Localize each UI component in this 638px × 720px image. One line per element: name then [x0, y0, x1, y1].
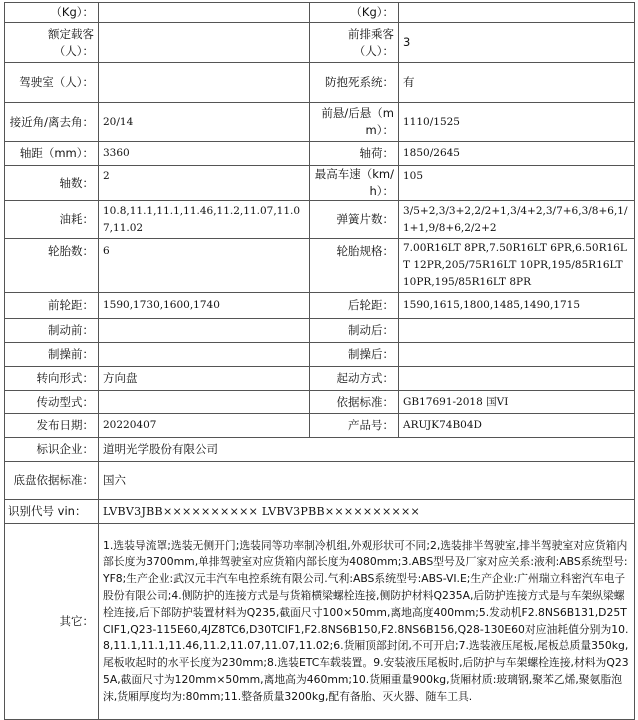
value-abs: 有	[399, 63, 635, 103]
label-fuel-consumption: 油耗：	[5, 201, 99, 239]
table-row	[5, 414, 635, 438]
label-release-date: 发布日期：	[5, 414, 99, 438]
value-cab	[99, 63, 310, 103]
label-tire-count: 轮胎数：	[5, 239, 99, 293]
label-product-number: 产品号：	[310, 414, 399, 438]
value-other: 1.选装导流罩;选装无侧开门;选装同等功率制冷机组,外观形状可不同;2,选装排半驾驶室,排半驾驶室对应货箱内部长度为3700mm,单排驾驶室对应货箱内部长度为4080mm;3.ABS型号及厂家对应关系:液利:ABS系统型号:YF8;生产企业:武汉元丰汽车电控系统有限公司.气利:ABS系统型号:ABS-VI.E;生产企业:广州瑞立科密汽车电子股份有限公司;4.侧防护的连接方式是与货箱横梁螺栓连接,侧防护材料Q235A,后防护连接方式是与车架纵梁螺栓连接,后下部防护装置材料为Q235,截面尺寸100×50mm,离地高度400mm;5.发动机F2.8NS6B131,D25TCIF1,Q23-115E60,4JZ8TC6,D30TCIF1,F2.8NS6B150,F2.8NS6B156,Q28-130E60对应油耗值分别为10.8,11.1,11.1,11.46,11.2,11.07,11.07,11.02;6.货厢顶部封闭,不可开启;7.选装液压尾板,尾板总质量350kg,尾板收起时的水平长度为230mm;8.选装ETC车载装置。9.安装液压尾板时,后防护与车架螺栓连接,材料为Q235A,截面尺寸为120mm×50mm,离地高为460mm;10.货厢重量900kg,货厢材质:玻璃钢,聚苯乙烯,聚氨脂泡沫,货厢厚度均为:80mm;11.整备质量3200kg,配有备胎、灭火器、随车工具.	[99, 524, 635, 720]
table-row	[5, 103, 635, 142]
label-other: 其它：	[5, 524, 99, 720]
label-rated-passengers: 额定载客（人）：	[5, 23, 99, 63]
value-front-track: 1590,1730,1600,1740	[99, 293, 310, 319]
value-mass-right	[399, 3, 635, 23]
value-brake-front	[99, 319, 310, 343]
value-transmission	[99, 391, 310, 414]
label-brake-front: 制动前：	[5, 319, 99, 343]
table-row	[5, 367, 635, 391]
label-axle-load: 轴荷：	[310, 142, 399, 166]
label-brake-op-rear: 制操后：	[310, 343, 399, 367]
label-vin: 识别代号 vin：	[5, 500, 99, 524]
label-spring-leaves: 弹簧片数：	[310, 201, 399, 239]
label-steering: 转向形式：	[5, 367, 99, 391]
label-rear-track: 后轮距：	[310, 293, 399, 319]
label-marking-company: 标识企业：	[5, 438, 99, 462]
table-row	[5, 500, 635, 524]
label-approach-departure-angle: 接近角/离去角：	[5, 103, 99, 142]
table-row	[5, 63, 635, 103]
value-product-number: ARUJK74B04D	[399, 414, 635, 438]
table-row	[5, 23, 635, 63]
table-row	[5, 319, 635, 343]
value-brake-rear	[399, 319, 635, 343]
table-row	[5, 524, 635, 720]
label-front-track: 前轮距：	[5, 293, 99, 319]
vehicle-spec-table	[4, 2, 635, 720]
label-cab: 驾驶室（人）：	[5, 63, 99, 103]
value-approach-departure-angle: 20/14	[99, 103, 310, 142]
table-row	[5, 438, 635, 462]
value-standard: GB17691-2018 国VI	[399, 391, 635, 414]
label-axle-count: 轴数：	[5, 166, 99, 201]
value-release-date: 20220407	[99, 414, 310, 438]
value-marking-company: 道明光学股份有限公司	[99, 438, 635, 462]
label-wheelbase: 轴距（mm）：	[5, 142, 99, 166]
table-row	[5, 239, 635, 293]
label-start-method: 起动方式：	[310, 367, 399, 391]
value-axle-count: 2	[99, 166, 310, 201]
label-mass-left: （Kg）：	[5, 3, 99, 23]
label-abs: 防抱死系统：	[310, 63, 399, 103]
value-tire-spec: 7.00R16LT 8PR,7.50R16LT 6PR,6.50R16LT 12PR,205/75R16LT 10PR,195/85R16LT 10PR,195/85R16LT 8PR	[399, 239, 635, 293]
value-axle-load: 1850/2645	[399, 142, 635, 166]
label-max-speed: 最高车速（km/h）：	[310, 166, 399, 201]
value-max-speed: 105	[399, 166, 635, 201]
label-overhang: 前悬/后悬（mm）：	[310, 103, 399, 142]
value-spring-leaves: 3/5+2,3/3+2,2/2+1,3/4+2,3/7+6,3/8+6,1/1+1,9/8+6,2/2+2	[399, 201, 635, 239]
label-tire-spec: 轮胎规格：	[310, 239, 399, 293]
label-front-passengers: 前排乘客（人）：	[310, 23, 399, 63]
value-brake-op-rear	[399, 343, 635, 367]
label-mass-right: （Kg）：	[310, 3, 399, 23]
value-steering: 方向盘	[99, 367, 310, 391]
label-chassis-standard: 底盘依据标准：	[5, 462, 99, 500]
value-mass-left	[99, 3, 310, 23]
value-brake-op-front	[99, 343, 310, 367]
table-row	[5, 166, 635, 201]
value-chassis-standard: 国六	[99, 462, 635, 500]
value-wheelbase: 3360	[99, 142, 310, 166]
label-transmission: 传动型式：	[5, 391, 99, 414]
label-brake-rear: 制动后：	[310, 319, 399, 343]
table-row	[5, 343, 635, 367]
table-row	[5, 142, 635, 166]
value-front-passengers: 3	[399, 23, 635, 63]
table-row	[5, 3, 635, 23]
table-row	[5, 391, 635, 414]
value-tire-count: 6	[99, 239, 310, 293]
value-start-method	[399, 367, 635, 391]
label-standard: 依据标准：	[310, 391, 399, 414]
table-row	[5, 462, 635, 500]
value-rear-track: 1590,1615,1800,1485,1490,1715	[399, 293, 635, 319]
table-row	[5, 293, 635, 319]
table-row	[5, 201, 635, 239]
value-rated-passengers	[99, 23, 310, 63]
value-overhang: 1110/1525	[399, 103, 635, 142]
value-fuel-consumption: 10.8,11.1,11.1,11.46,11.2,11.07,11.07,11.02	[99, 201, 310, 239]
label-brake-op-front: 制操前：	[5, 343, 99, 367]
value-vin: LVBV3JBB×××××××××× LVBV3PBB××××××××××	[99, 500, 635, 524]
